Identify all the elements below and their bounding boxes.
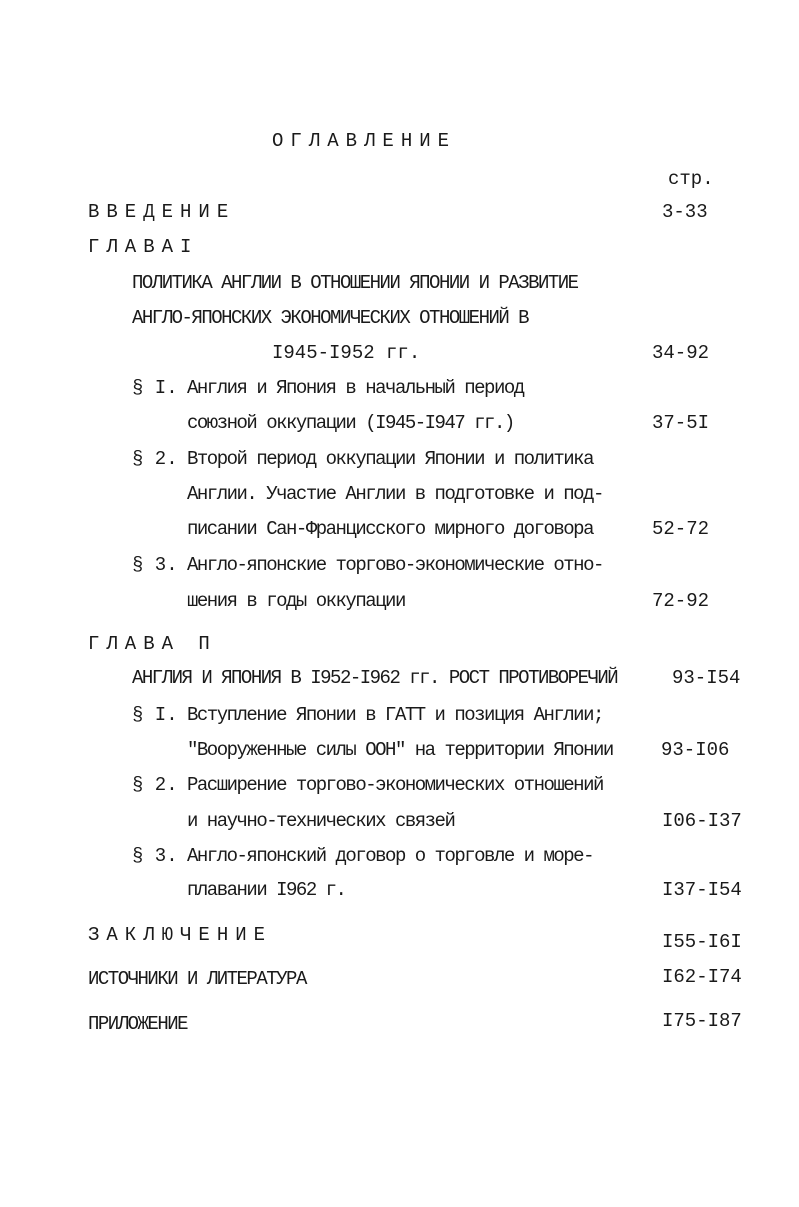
appendix-pages: I75-I87 bbox=[662, 1010, 742, 1032]
conclusion-pages: I55-I6I bbox=[662, 931, 742, 953]
ch1-sec3-line2: шения в годы оккупации bbox=[187, 590, 405, 612]
page-column-header: стр. bbox=[668, 168, 714, 190]
ch2-sec2-number: § 2. bbox=[132, 774, 178, 796]
ch1-sec3-line1: Англо-японские торгово-экономические отно- bbox=[187, 554, 603, 576]
chapter1-title-line2: АНГЛО-ЯПОНСКИХ ЭКОНОМИЧЕСКИХ ОТНОШЕНИЙ В bbox=[132, 307, 529, 329]
ch2-sec2-line1: Расширение торгово-экономических отношений bbox=[187, 774, 603, 796]
chapter2-title-line1: АНГЛИЯ И ЯПОНИЯ В I952-I962 гг. РОСТ ПРОТИВОРЕЧИЙ bbox=[132, 667, 618, 689]
chapter1-title-line3: I945-I952 гг. bbox=[272, 342, 421, 364]
ch2-sec1-number: § I. bbox=[132, 704, 178, 726]
ch2-sec1-line1: Вступление Японии в ГАТТ и позиция Англии; bbox=[187, 704, 603, 726]
ch1-sec2-number: § 2. bbox=[132, 448, 178, 470]
chapter2-heading: ГЛАВА П bbox=[88, 633, 217, 655]
ch1-sec3-pages: 72-92 bbox=[652, 590, 710, 612]
ch1-sec1-number: § I. bbox=[132, 377, 178, 399]
ch1-sec2-line3: писании Сан-Францисского мирного договора bbox=[187, 518, 593, 540]
ch2-sec3-line1: Англо-японский договор о торговле и море- bbox=[187, 845, 593, 867]
sources-pages: I62-I74 bbox=[662, 966, 742, 988]
appendix-label: ПРИЛОЖЕНИЕ bbox=[88, 1013, 188, 1035]
ch2-sec3-line2: плавании I962 г. bbox=[187, 879, 346, 901]
ch2-sec2-line2: и научно-технических связей bbox=[187, 810, 455, 832]
ch2-sec1-pages: 93-I06 bbox=[661, 739, 730, 761]
introduction-label: ВВЕДЕНИЕ bbox=[88, 201, 236, 223]
ch1-sec1-line1: Англия и Япония в начальный период bbox=[187, 377, 524, 399]
conclusion-label: ЗАКЛЮЧЕНИЕ bbox=[88, 924, 273, 946]
chapter1-heading: ГЛАВАI bbox=[88, 236, 199, 258]
ch2-sec3-number: § 3. bbox=[132, 845, 178, 867]
ch1-sec1-line2: союзной оккупации (I945-I947 гг.) bbox=[187, 412, 514, 434]
ch1-sec2-line1: Второй период оккупации Японии и политика bbox=[187, 448, 593, 470]
ch2-sec3-pages: I37-I54 bbox=[662, 879, 742, 901]
introduction-pages: 3-33 bbox=[662, 201, 708, 223]
ch1-sec2-pages: 52-72 bbox=[652, 518, 710, 540]
ch1-sec2-line2: Англии. Участие Англии в подготовке и под- bbox=[187, 483, 603, 505]
chapter1-title-line1: ПОЛИТИКА АНГЛИИ В ОТНОШЕНИИ ЯПОНИИ И РАЗВИТИЕ bbox=[132, 272, 578, 294]
ch2-sec2-pages: I06-I37 bbox=[662, 810, 742, 832]
sources-label: ИСТОЧНИКИ И ЛИТЕРАТУРА bbox=[88, 968, 306, 990]
ch1-sec1-pages: 37-5I bbox=[652, 412, 710, 434]
ch1-sec3-number: § 3. bbox=[132, 554, 178, 576]
toc-title: ОГЛАВЛЕНИЕ bbox=[272, 130, 457, 152]
chapter2-pages: 93-I54 bbox=[672, 667, 741, 689]
ch2-sec1-line2: "Вооруженные силы ООН" на территории Японии bbox=[187, 739, 613, 761]
chapter1-pages: 34-92 bbox=[652, 342, 710, 364]
